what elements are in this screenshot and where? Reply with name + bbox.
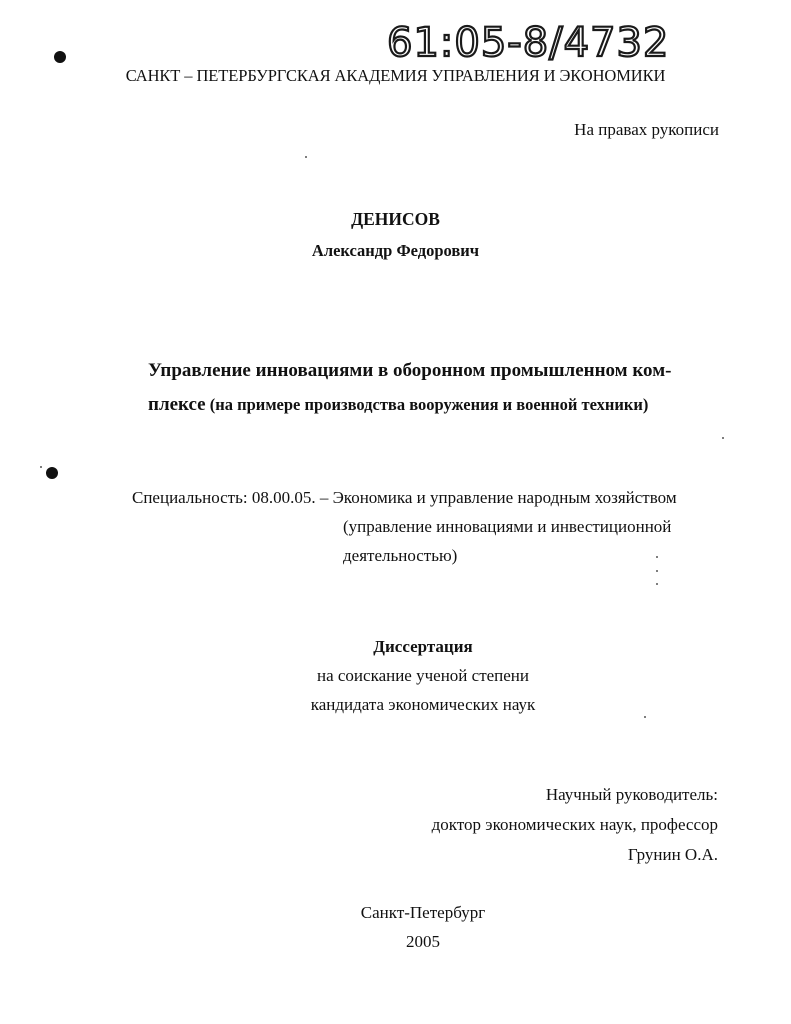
academy-name: САНКТ – ПЕТЕРБУРГСКАЯ АКАДЕМИЯ УПРАВЛЕНИЯ И ЭКОНОМИКИ (125, 66, 666, 85)
speck (644, 716, 646, 718)
dissertation-degree-line2: кандидата экономических наук (310, 695, 536, 714)
year: 2005 (406, 932, 440, 951)
thesis-title-line2 (148, 394, 648, 416)
rights-note: На правах рукописи (574, 120, 719, 139)
thesis-title-line2-start: плексе (148, 394, 206, 415)
dissertation-degree-line1: на соискание ученой степени (316, 666, 530, 685)
thesis-title-line2-rest: (на примере производства вооружения и военной техники) (205, 395, 649, 414)
speck (656, 570, 658, 572)
specialty-line2: (управление инновациями и инвестиционной (343, 517, 672, 536)
speck (722, 437, 724, 439)
speck (656, 583, 658, 585)
speck (656, 556, 658, 558)
speck (40, 466, 42, 468)
author-given-names: Александр Федорович (311, 241, 480, 260)
speck (305, 156, 307, 158)
author-surname: ДЕНИСОВ (351, 209, 440, 229)
specialty-label: Специальность: 08.00.05. – Экономика и управление народным хозяйством (132, 488, 677, 507)
archive-number-text: 61:05-8/4732 (387, 20, 670, 66)
dissertation-heading: Диссертация (373, 637, 473, 656)
punch-hole-middle (46, 467, 58, 479)
supervisor-degree: доктор экономических наук, профессор (431, 815, 718, 834)
specialty-line3: деятельностью) (343, 546, 458, 565)
supervisor-label: Научный руководитель: (545, 785, 718, 804)
place: Санкт-Петербург (360, 903, 486, 922)
thesis-title-line1: Управление инновациями в оборонном промышленном ком- (148, 360, 672, 381)
punch-hole-top (54, 51, 66, 63)
supervisor-name: Грунин О.А. (627, 845, 718, 864)
handwritten-archive-number (385, 14, 685, 66)
